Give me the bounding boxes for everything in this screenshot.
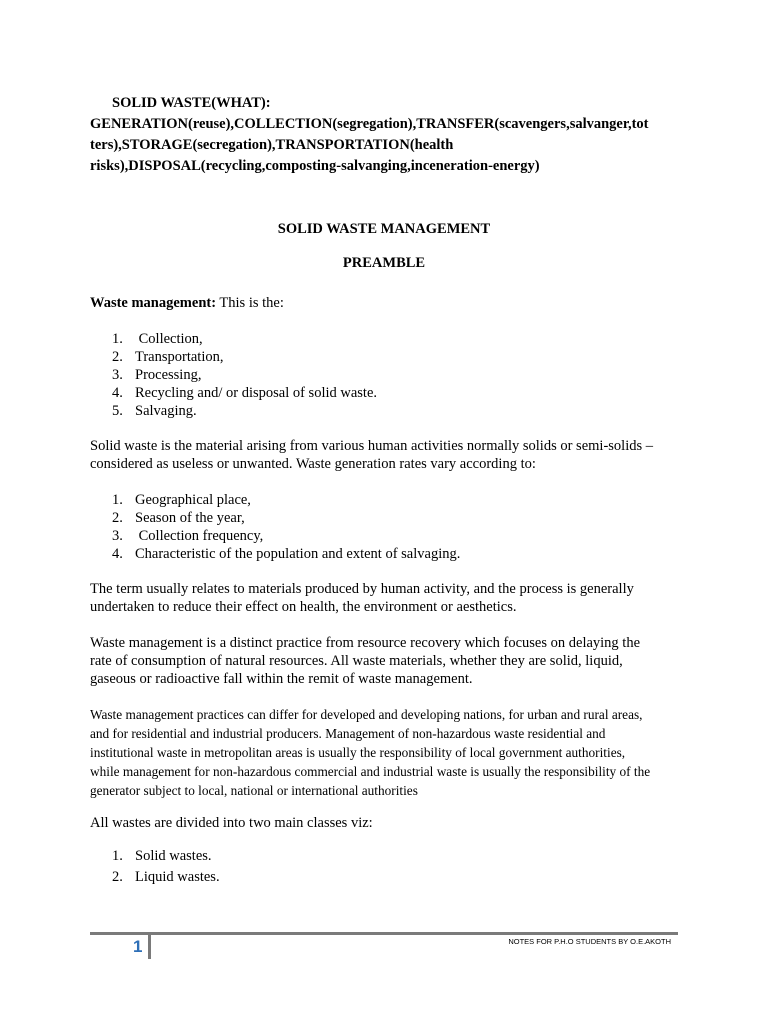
paragraph-classes: All wastes are divided into two main classes viz: <box>90 815 373 831</box>
page-number-divider <box>148 935 151 959</box>
intro-rest: This is the: <box>216 295 284 311</box>
paragraph-practices: Waste management practices can differ for developed and developing nations, for urban and rural areas, and for residential and industrial producers. Management of non-hazardous waste residential and institutional waste in metropolitan areas is usually the responsibility of local government authorities, while management for non-hazardous commercial and industrial waste is usually the responsibility of the generator subject to local, national or international authorities <box>90 707 651 798</box>
header-line-4: risks),DISPOSAL(recycling,composting-salvanging,inceneration-energy) <box>90 158 540 174</box>
list-item: 4. Recycling and/ or disposal of solid waste. <box>112 385 378 401</box>
list-item: 2. Season of the year, <box>112 510 245 526</box>
list-item: 4. Characteristic of the population and extent of salvaging. <box>112 546 461 562</box>
list-item: 3. Collection frequency, <box>112 528 264 544</box>
intro-line <box>90 294 690 312</box>
header-line-1: SOLID WASTE(WHAT): <box>112 95 271 111</box>
list-item: 3. Processing, <box>112 367 202 383</box>
header-line-3: ters),STORAGE(secregation),TRANSPORTATION(health <box>90 137 454 153</box>
paragraph-resource-recovery: Waste management is a distinct practice from resource recovery which focuses on delaying the rate of consumption of natural resources. All waste materials, whether they are solid, liquid, gaseous or radioactive fall within the remit of waste management. <box>90 635 641 687</box>
list-item: 2. Liquid wastes. <box>112 869 220 885</box>
paragraph-solid-waste: Solid waste is the material arising from various human activities normally solids or semi-solids – considered as useless or unwanted. Waste generation rates vary according to: <box>90 438 653 472</box>
list-item: 5. Salvaging. <box>112 403 197 419</box>
page-subtitle: PREAMBLE <box>342 255 426 271</box>
list-waste-classes <box>90 846 690 888</box>
list-generation-factors <box>90 491 690 563</box>
header-summary <box>90 93 690 177</box>
list-item: 2. Transportation, <box>112 349 224 365</box>
page-title: SOLID WASTE MANAGEMENT <box>277 221 491 237</box>
list-waste-management-steps <box>90 330 690 420</box>
list-item: 1. Solid wastes. <box>112 848 212 864</box>
list-item: 1. Collection, <box>112 331 203 347</box>
header-line-2: GENERATION(reuse),COLLECTION(segregation),TRANSFER(scavengers,salvanger,tot <box>90 116 649 132</box>
footer-note: NOTES FOR P.H.O STUDENTS BY O.E.AKOTH <box>508 937 671 946</box>
paragraph-term: The term usually relates to materials produced by human activity, and the process is generally undertaken to reduce their effect on health, the environment or aesthetics. <box>90 581 634 615</box>
footer-divider <box>90 932 678 935</box>
intro-term: Waste management: <box>90 295 217 311</box>
list-item: 1. Geographical place, <box>112 492 251 508</box>
page-number: 1 <box>133 937 143 956</box>
